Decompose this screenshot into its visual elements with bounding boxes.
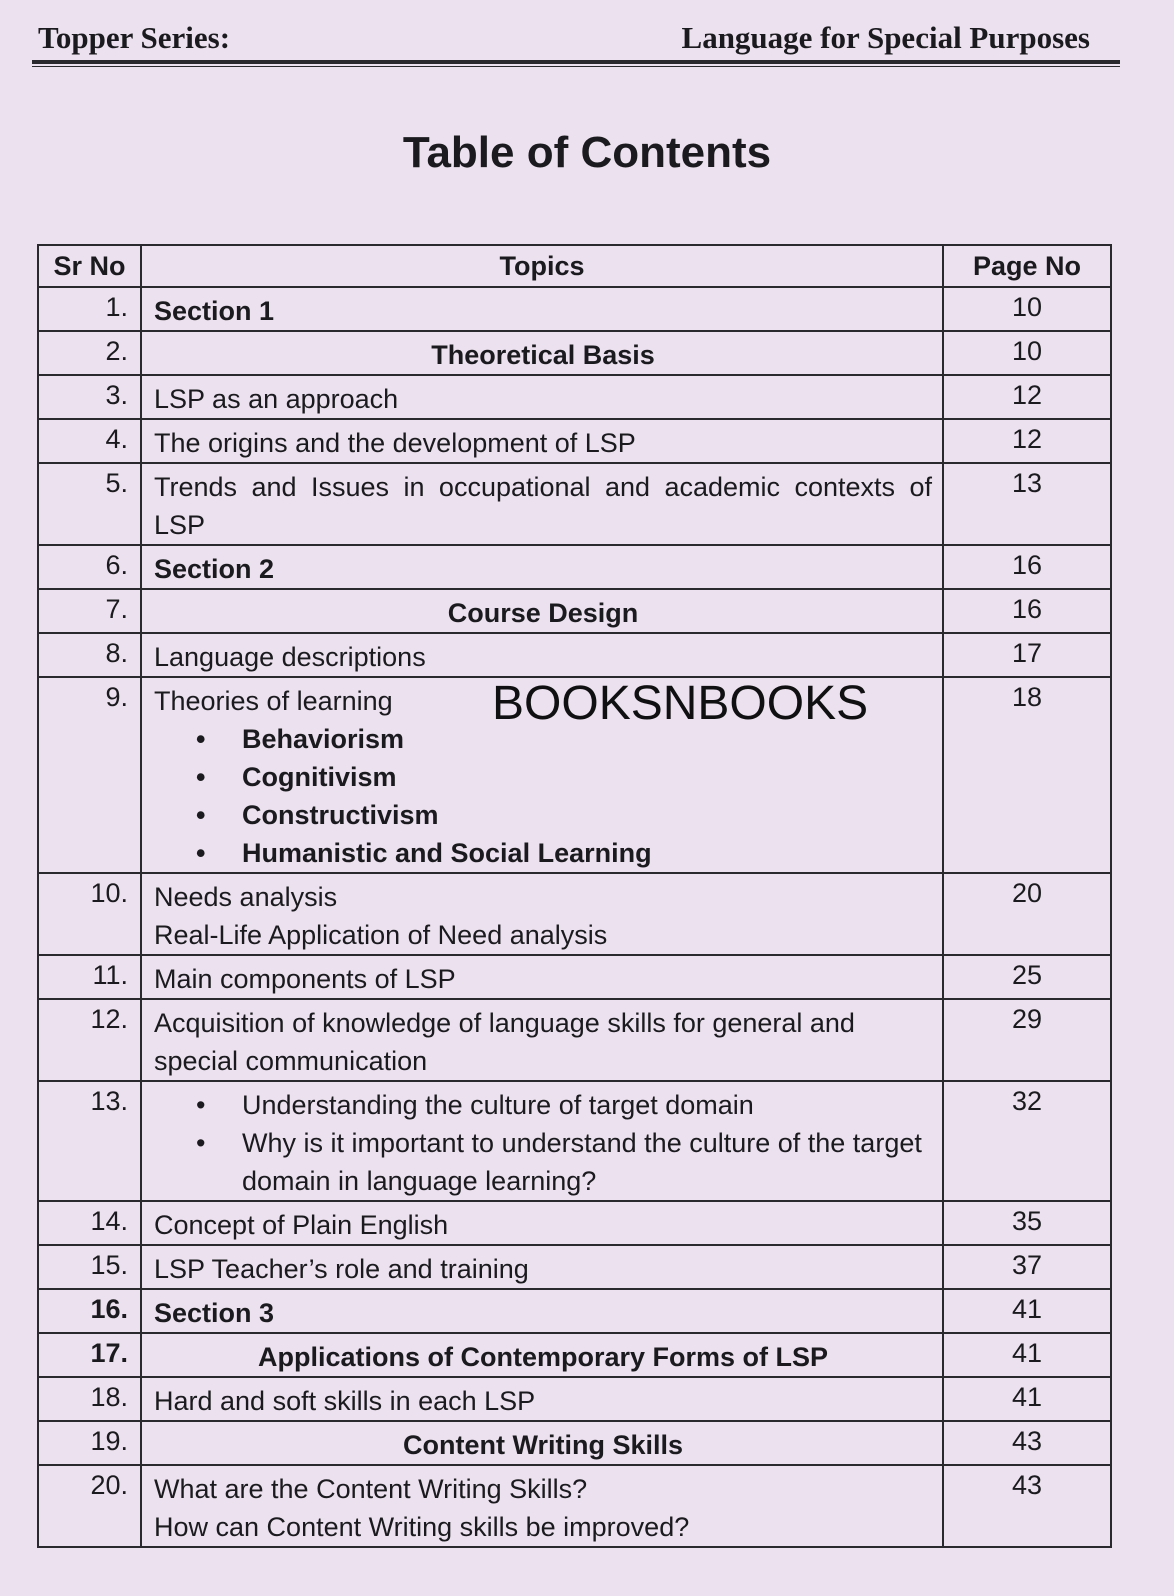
topic — [141, 331, 943, 375]
bullet-item: • Cognitivism — [154, 758, 932, 796]
page-no: 16 — [943, 545, 1111, 589]
page-no: 29 — [943, 999, 1111, 1081]
table-row — [38, 1465, 1111, 1547]
page-no: 41 — [943, 1377, 1111, 1421]
series-label: Topper Series: — [38, 20, 231, 55]
topic-line: Content Writing Skills — [402, 1430, 683, 1460]
sr-no: 18. — [38, 1377, 141, 1421]
table-row — [38, 419, 1111, 463]
topic — [141, 589, 943, 633]
sr-no: 20. — [38, 1465, 141, 1547]
topic-line: Needs analysis — [154, 882, 338, 912]
sr-no: 3. — [38, 375, 141, 419]
page-no: 16 — [943, 589, 1111, 633]
page-no: 18 — [943, 677, 1111, 873]
topic-line: Real-Life Application of Need analysis — [154, 920, 608, 950]
sr-no: 2. — [38, 331, 141, 375]
bullet-item: • Behaviorism — [154, 720, 932, 758]
topic-line: The origins and the development of LSP — [154, 428, 636, 458]
table-row — [38, 1421, 1111, 1465]
bullet-item: • Constructivism — [154, 796, 932, 834]
table-row — [38, 375, 1111, 419]
sr-no: 11. — [38, 955, 141, 999]
bullet-item: • Understanding the culture of target domain — [154, 1086, 932, 1124]
page-no: 37 — [943, 1245, 1111, 1289]
topic-line: Section 2 — [154, 554, 275, 584]
table-row — [38, 287, 1111, 331]
topic — [141, 545, 943, 589]
table-row — [38, 1245, 1111, 1289]
sr-no: 1. — [38, 287, 141, 331]
page-no: 17 — [943, 633, 1111, 677]
page-no: 10 — [943, 287, 1111, 331]
topic — [141, 1245, 943, 1289]
col-header-page: Page No — [943, 245, 1111, 287]
topic — [141, 873, 943, 955]
topic — [141, 1421, 943, 1465]
table-row — [38, 1081, 1111, 1201]
sr-no: 4. — [38, 419, 141, 463]
page-no: 35 — [943, 1201, 1111, 1245]
topic — [141, 1333, 943, 1377]
page-no: 12 — [943, 375, 1111, 419]
sr-no: 9. — [38, 677, 141, 873]
page-no: 10 — [943, 331, 1111, 375]
page-no: 43 — [943, 1421, 1111, 1465]
topic-line: How can Content Writing skills be improved? — [154, 1512, 690, 1542]
table-row — [38, 331, 1111, 375]
topic-line: Theories of learning — [154, 686, 393, 716]
topic-line: Section 1 — [154, 296, 275, 326]
topic — [141, 1201, 943, 1245]
table-row — [38, 873, 1111, 955]
topic — [141, 955, 943, 999]
col-header-topics: Topics — [141, 245, 943, 287]
sr-no: 10. — [38, 873, 141, 955]
page-no: 13 — [943, 463, 1111, 545]
table-row — [38, 633, 1111, 677]
topic-line: Language descriptions — [154, 642, 426, 672]
bullet-item: • Humanistic and Social Learning — [154, 834, 932, 872]
topic-line: Course Design — [447, 598, 639, 628]
topic-line: Theoretical Basis — [431, 340, 655, 370]
topic — [141, 633, 943, 677]
topic — [141, 463, 943, 545]
topic-line: Applications of Contemporary Forms of LSP — [257, 1342, 829, 1372]
page-title: Table of Contents — [402, 128, 772, 177]
table-row — [38, 589, 1111, 633]
page-header — [32, 18, 1120, 60]
sr-no: 6. — [38, 545, 141, 589]
topic — [141, 1081, 943, 1201]
page-no: 25 — [943, 955, 1111, 999]
header-rule-thin — [32, 66, 1120, 67]
sr-no: 14. — [38, 1201, 141, 1245]
topic — [141, 287, 943, 331]
topic — [141, 999, 943, 1081]
topic-line: LSP as an approach — [154, 384, 399, 414]
book-title: Language for Special Purposes — [681, 20, 1090, 55]
page-no: 41 — [943, 1289, 1111, 1333]
table-row — [38, 999, 1111, 1081]
page-no: 32 — [943, 1081, 1111, 1201]
topic-line: Trends and Issues in occupational and academic contexts of LSP — [154, 472, 932, 540]
topic — [141, 1377, 943, 1421]
page-no: 12 — [943, 419, 1111, 463]
sr-no: 12. — [38, 999, 141, 1081]
table-row — [38, 1201, 1111, 1245]
sr-no: 15. — [38, 1245, 141, 1289]
topic — [141, 419, 943, 463]
topic — [141, 375, 943, 419]
topic-line: What are the Content Writing Skills? — [154, 1474, 588, 1504]
sr-no: 19. — [38, 1421, 141, 1465]
page-no: 41 — [943, 1333, 1111, 1377]
bullet-item: • Why is it important to understand the culture of the target domain in language learning? — [154, 1124, 932, 1200]
sr-no: 16. — [38, 1289, 141, 1333]
topic-line: Acquisition of knowledge of language skills for general and special communication — [154, 1008, 855, 1076]
table-row — [38, 955, 1111, 999]
topic-line: Main components of LSP — [154, 964, 456, 994]
sr-no: 7. — [38, 589, 141, 633]
col-header-sr: Sr No — [38, 245, 141, 287]
sr-no: 13. — [38, 1081, 141, 1201]
page-no: 43 — [943, 1465, 1111, 1547]
header-rule — [32, 60, 1120, 64]
topic — [141, 1289, 943, 1333]
topic-line: LSP Teacher’s role and training — [154, 1254, 529, 1284]
table-row — [38, 463, 1111, 545]
topic — [141, 1465, 943, 1547]
page-no: 20 — [943, 873, 1111, 955]
topic-line: Hard and soft skills in each LSP — [154, 1386, 536, 1416]
table-row — [38, 545, 1111, 589]
table-row — [38, 1377, 1111, 1421]
bullet-list — [154, 1086, 932, 1200]
contents-table — [37, 244, 1112, 1548]
watermark-text: BOOKSNBOOKS — [492, 677, 869, 730]
sr-no: 17. — [38, 1333, 141, 1377]
table-row — [38, 1333, 1111, 1377]
topic-line: Concept of Plain English — [154, 1210, 449, 1240]
table-header-row — [38, 245, 1111, 287]
sr-no: 5. — [38, 463, 141, 545]
topic-line: Section 3 — [154, 1298, 275, 1328]
sr-no: 8. — [38, 633, 141, 677]
bullet-list — [154, 720, 932, 872]
table-row — [38, 1289, 1111, 1333]
